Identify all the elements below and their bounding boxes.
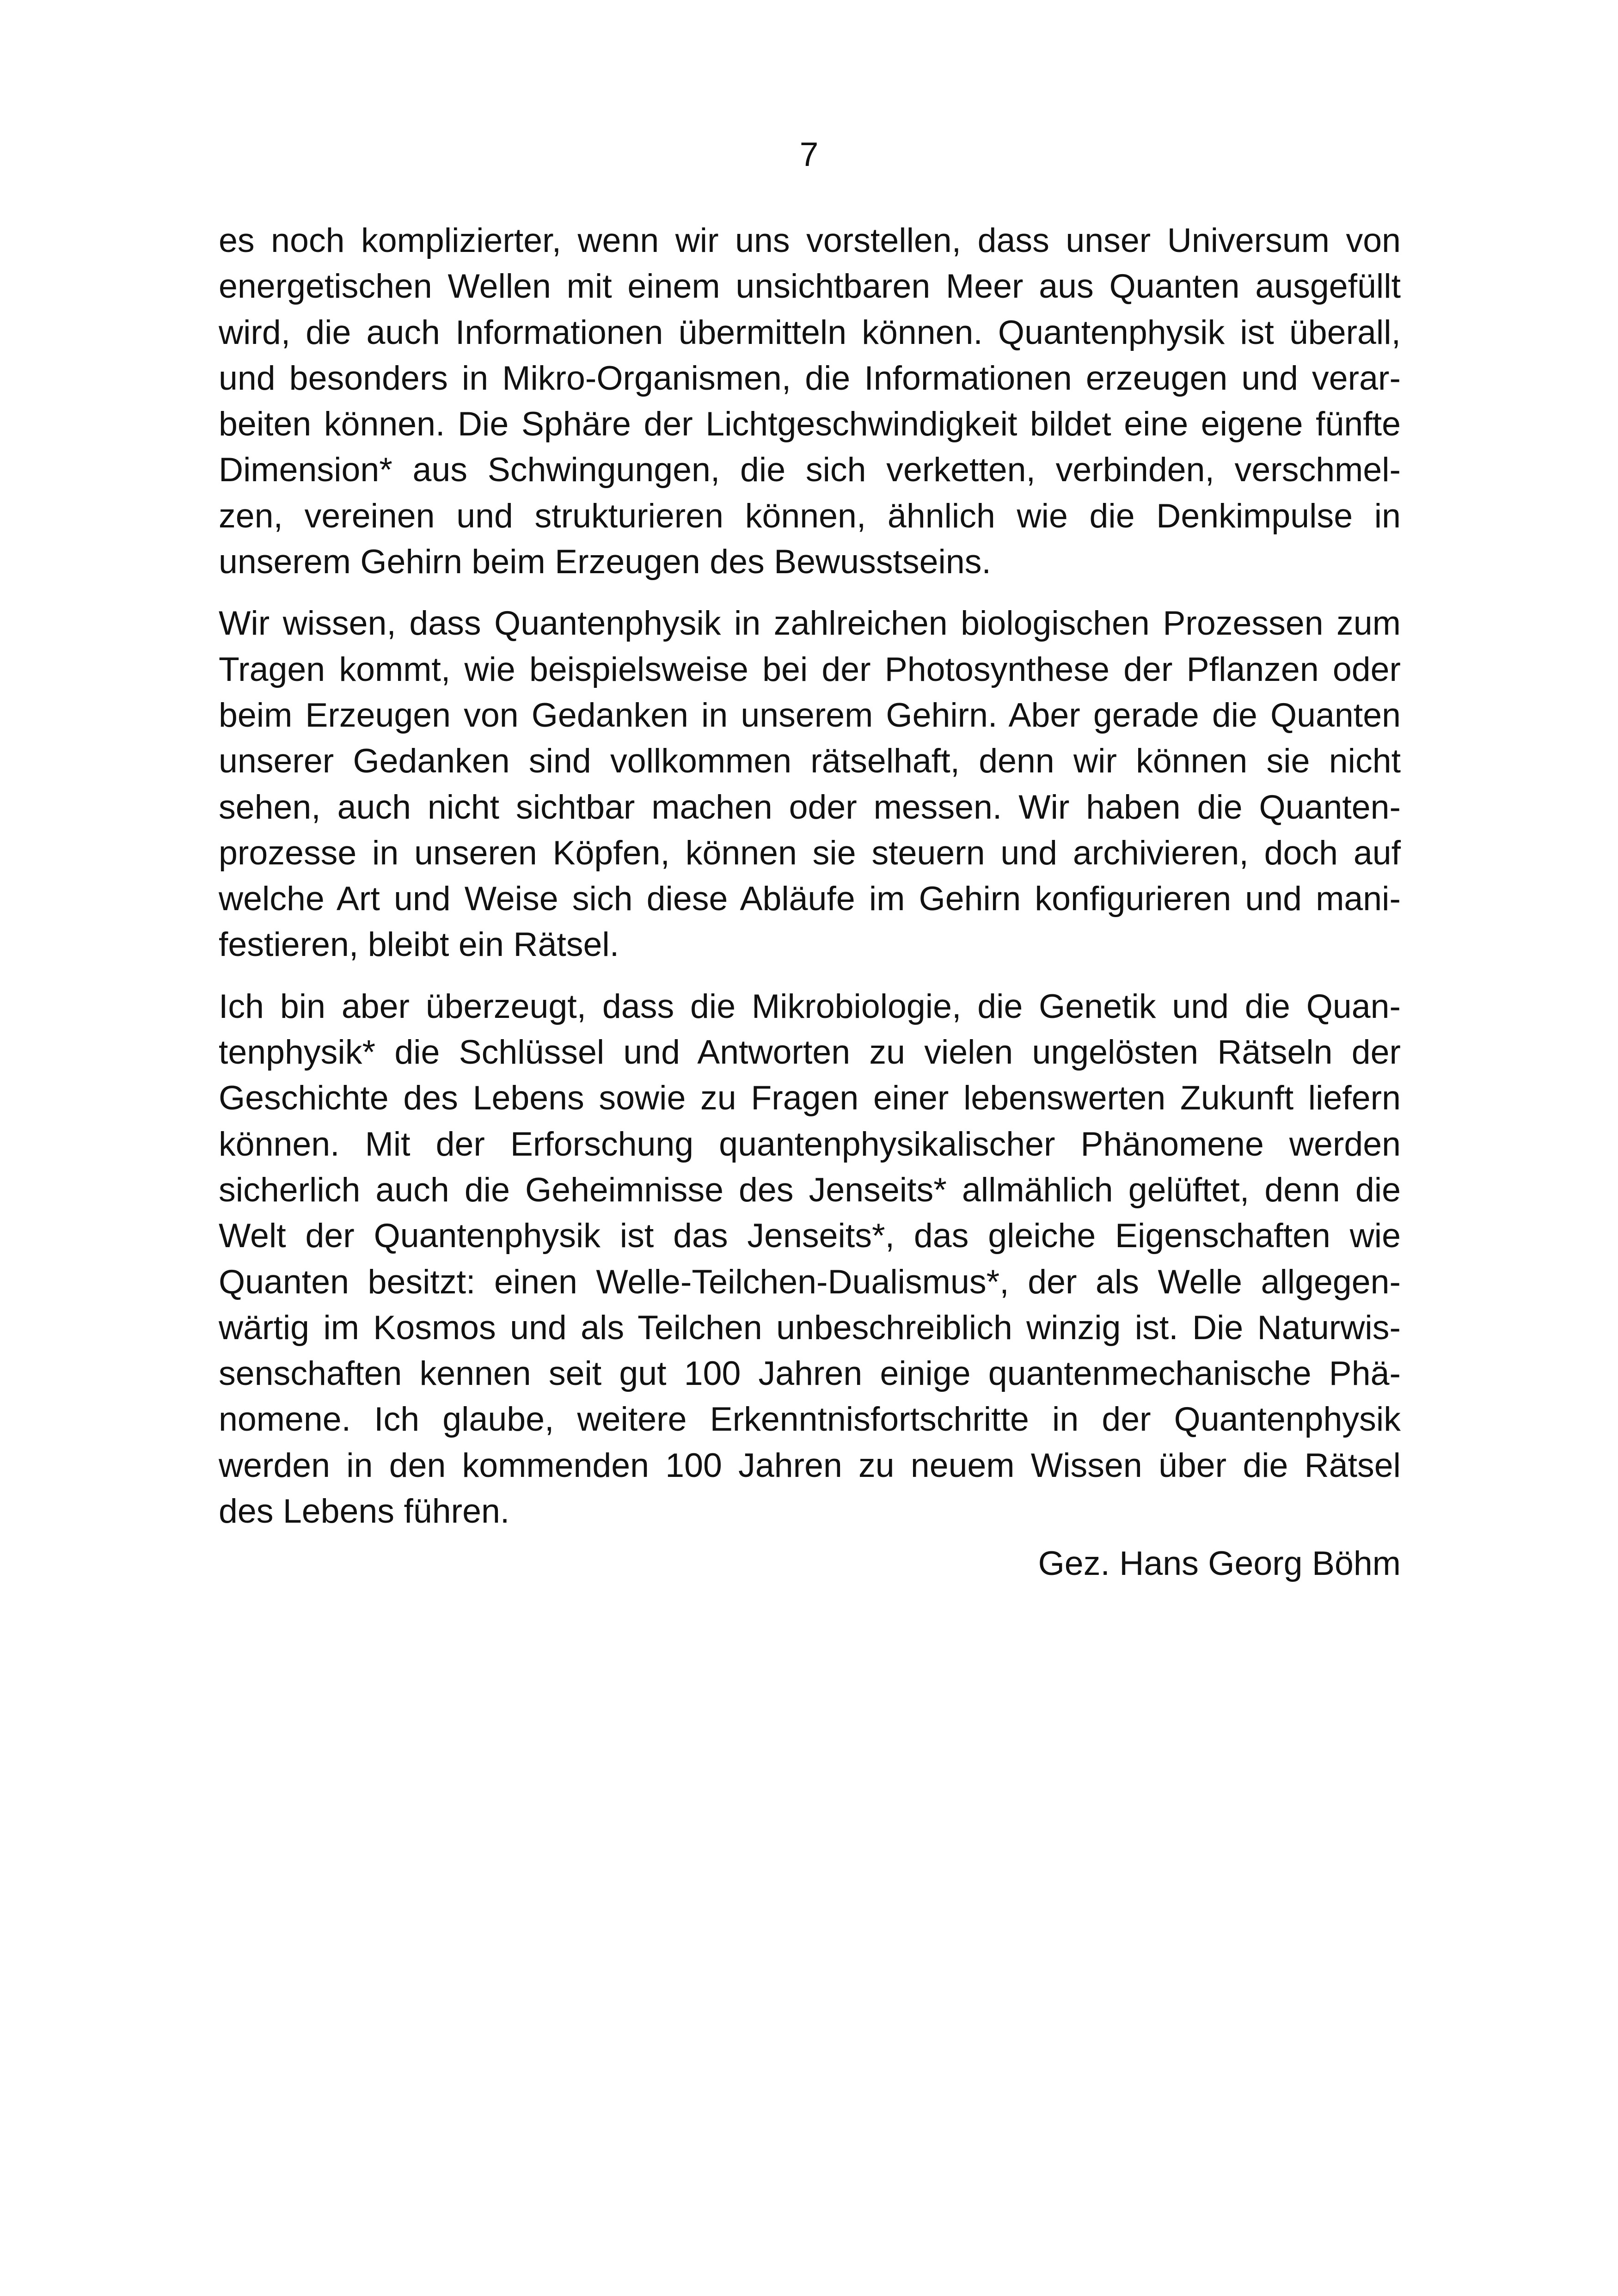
text-line: wird, die auch Informationen übermitteln können. Quantenphysik ist überall, <box>219 312 1401 351</box>
text-line: unserem Gehirn beim Erzeugen des Bewusstseins. <box>219 542 991 581</box>
text-line: zen, vereinen und strukturieren können, ähnlich wie die Denkimpulse in <box>219 496 1401 535</box>
signature: Gez. Hans Georg Böhm <box>1038 1544 1401 1582</box>
text-line: des Lebens führen. <box>219 1492 510 1531</box>
text-line: wärtig im Kosmos und als Teilchen unbeschreiblich winzig ist. Die Naturwis- <box>219 1308 1401 1347</box>
text-line: Wir wissen, dass Quantenphysik in zahlreichen biologischen Prozessen zum <box>219 604 1401 643</box>
text-line: tenphysik* die Schlüssel und Antworten zu vielen ungelösten Rätseln der <box>219 1033 1401 1071</box>
text-line: welche Art und Weise sich diese Abläufe im Gehirn konfigurieren und mani- <box>219 879 1401 918</box>
text-line: nomene. Ich glaube, weitere Erkenntnisfortschritte in der Quantenphysik <box>219 1400 1401 1439</box>
text-line: es noch komplizierter, wenn wir uns vorstellen, dass unser Universum von <box>219 221 1401 259</box>
text-line: Tragen kommt, wie beispielsweise bei der Photosynthese der Pflanzen oder <box>219 649 1401 688</box>
text-line: und besonders in Mikro-Organismen, die Informationen erzeugen und verar- <box>219 358 1401 397</box>
page-number: 7 <box>799 136 819 173</box>
text-line: senschaften kennen seit gut 100 Jahren einige quantenmechanische Phä- <box>219 1354 1401 1393</box>
text-line: Geschichte des Lebens sowie zu Fragen einer lebenswerten Zukunft liefern <box>219 1078 1401 1117</box>
text-line: beim Erzeugen von Gedanken in unserem Gehirn. Aber gerade die Quanten <box>219 695 1401 734</box>
text-line: energetischen Wellen mit einem unsichtbaren Meer aus Quanten ausgefüllt <box>219 267 1401 306</box>
text-line: Dimension* aus Schwingungen, die sich verketten, verbinden, verschmel- <box>219 450 1401 489</box>
text-line: beiten können. Die Sphäre der Lichtgeschwindigkeit bildet eine eigene fünfte <box>219 404 1401 443</box>
text-line: Quanten besitzt: einen Welle-Teilchen-Dualismus*, der als Welle allgegen- <box>219 1262 1401 1301</box>
text-line: können. Mit der Erforschung quantenphysikalischer Phänomene werden <box>219 1124 1401 1163</box>
text-line: Ich bin aber überzeugt, dass die Mikrobiologie, die Genetik und die Quan- <box>219 986 1401 1025</box>
text-line: prozesse in unseren Köpfen, können sie steuern und archivieren, doch auf <box>219 833 1401 872</box>
text-line: Welt der Quantenphysik ist das Jenseits*, das gleiche Eigenschaften wie <box>219 1216 1401 1255</box>
text-line: sehen, auch nicht sichtbar machen oder messen. Wir haben die Quanten- <box>219 787 1401 826</box>
paragraph-2 <box>219 600 1401 967</box>
text-line: werden in den kommenden 100 Jahren zu neuem Wissen über die Rätsel <box>219 1445 1401 1484</box>
paragraph-3 <box>219 983 1401 1534</box>
text-line: unserer Gedanken sind vollkommen rätselhaft, denn wir können sie nicht <box>219 741 1401 780</box>
text-line: festieren, bleibt ein Rätsel. <box>219 925 619 964</box>
text-line: sicherlich auch die Geheimnisse des Jenseits* allmählich gelüftet, denn die <box>219 1170 1401 1209</box>
paragraph-1 <box>219 217 1401 584</box>
body-text <box>219 217 1401 1549</box>
